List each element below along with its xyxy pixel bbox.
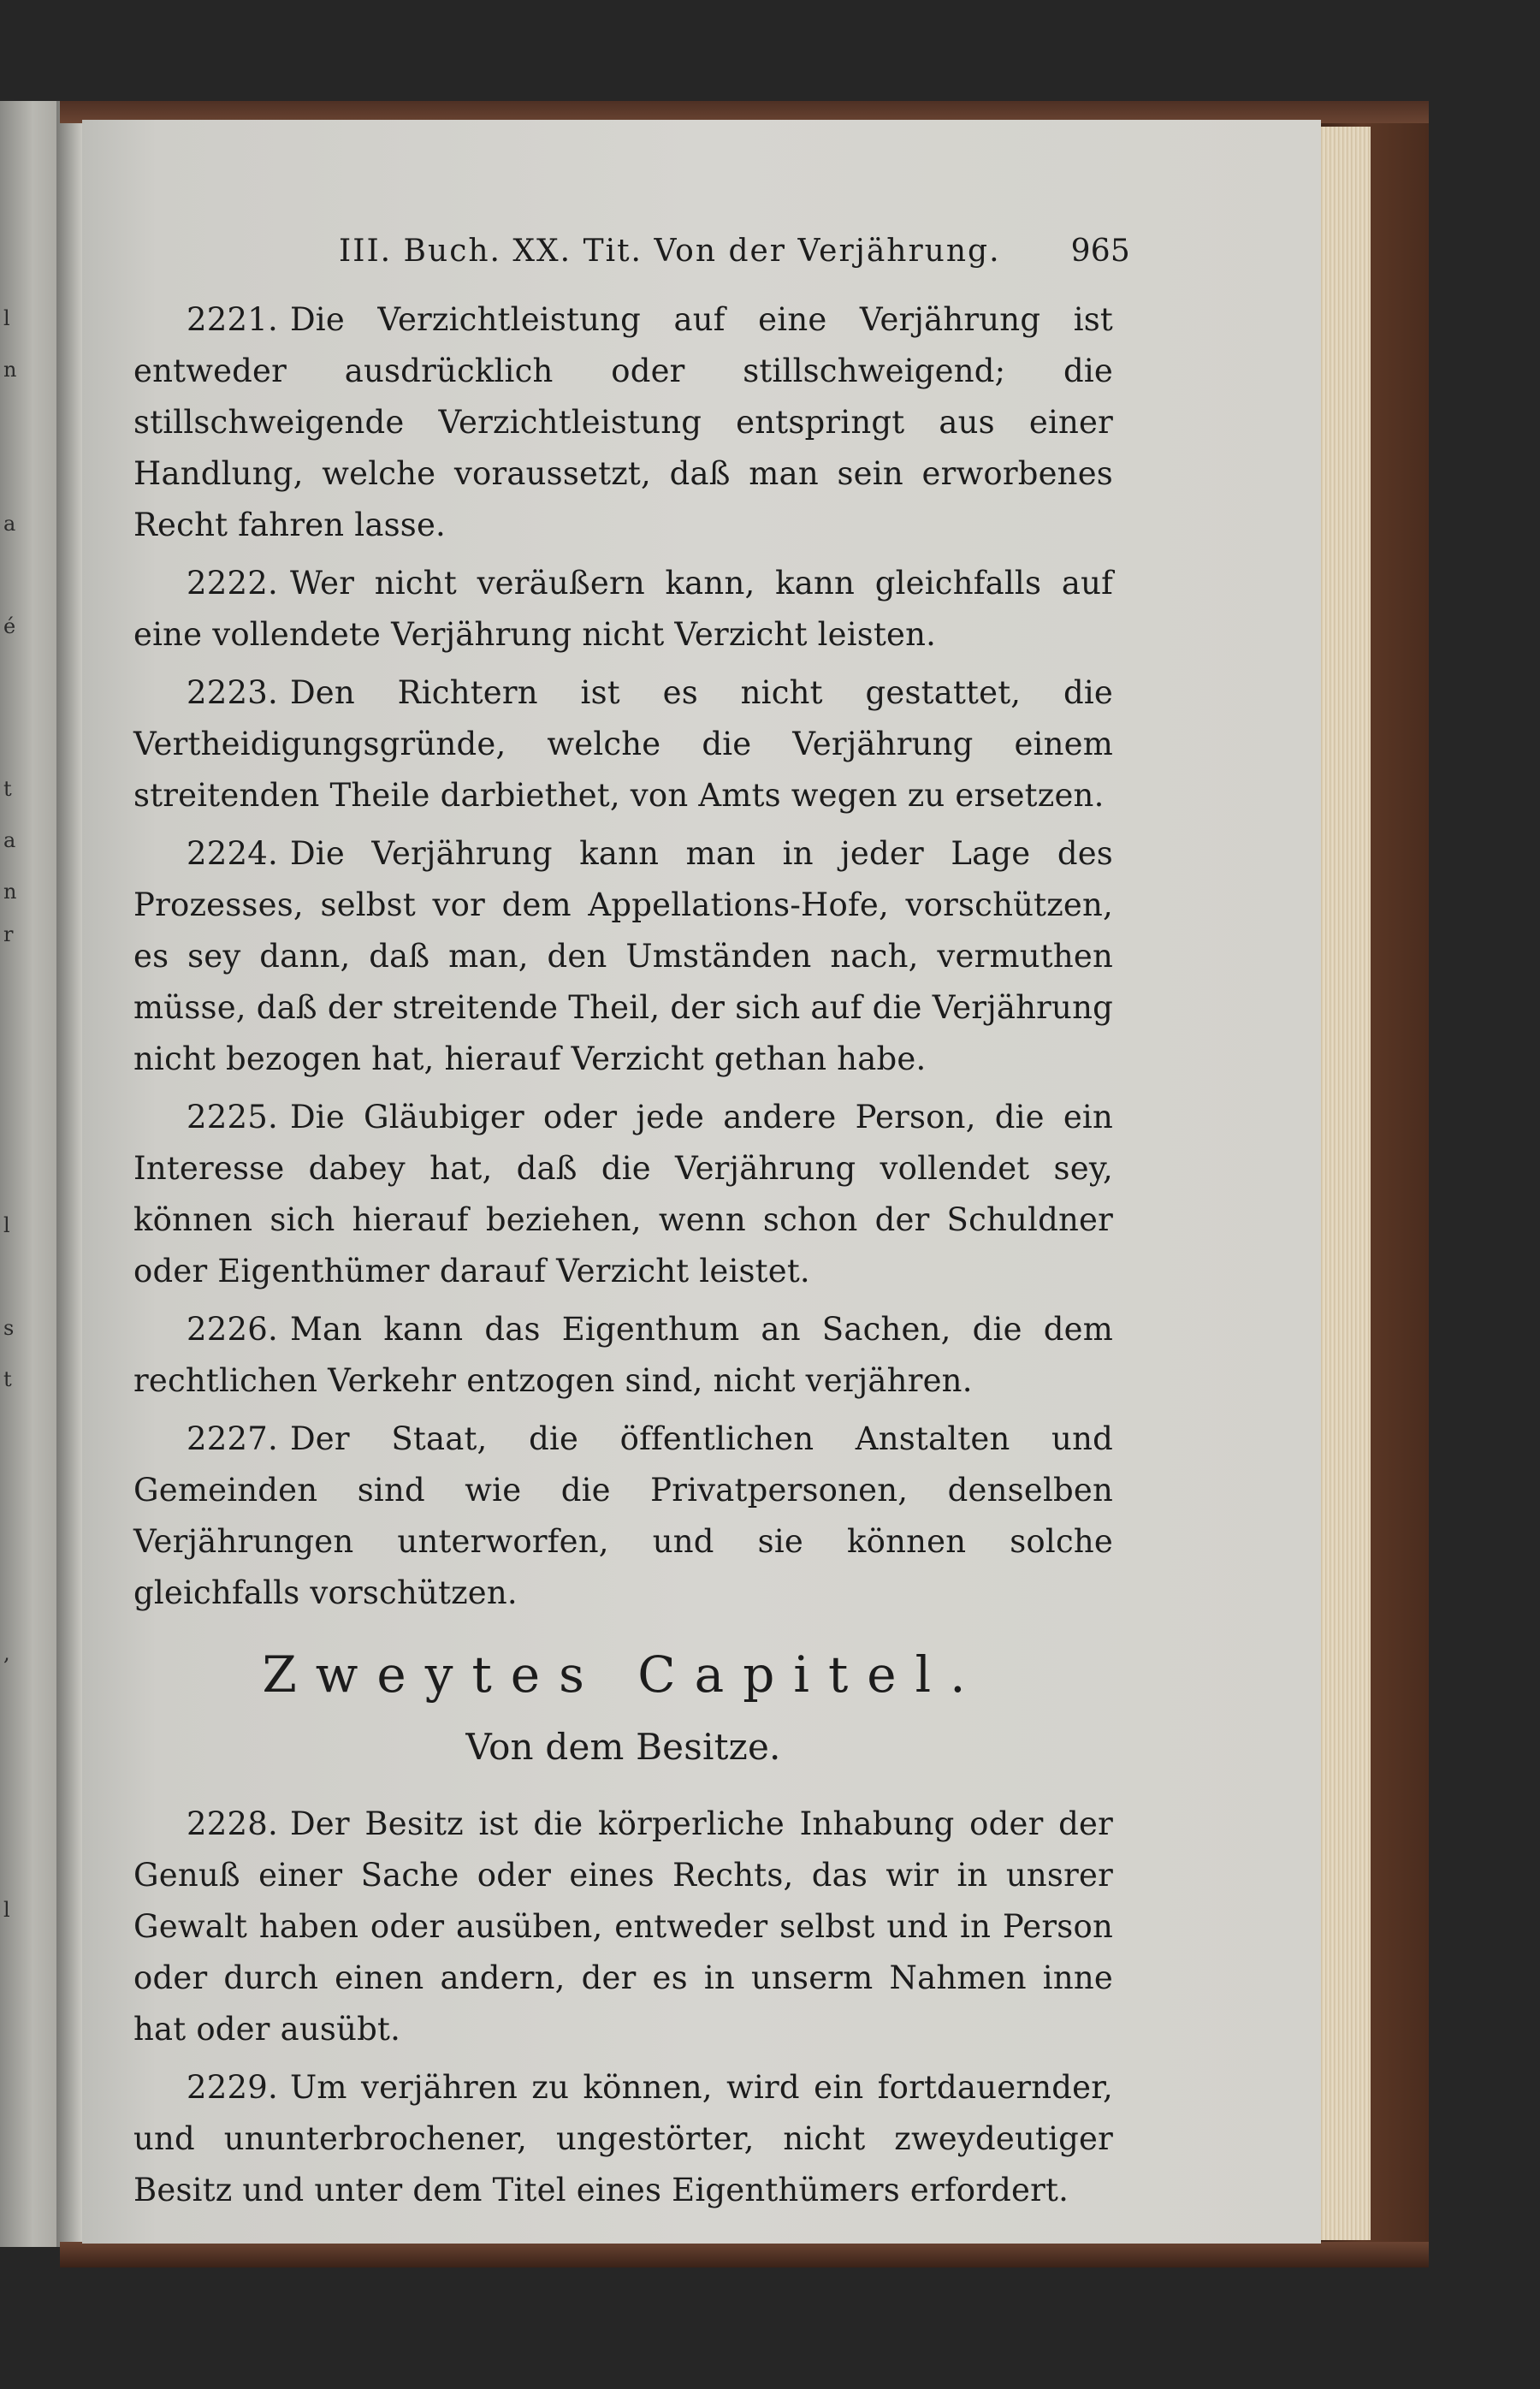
article-text: Um verjähren zu können, wird ein fortdauernder, und ununterbrochener, ungestörter, nicht zweydeutiger Besitz und unter dem Titel eines Eigenthümers erfordert. (133, 2069, 1113, 2208)
article-paragraph (133, 294, 1113, 551)
article-paragraph (133, 1414, 1113, 1619)
article-paragraph (133, 1799, 1113, 2055)
left-letter: é (3, 614, 16, 638)
article-number: 2224. (187, 835, 278, 872)
article-number: 2228. (187, 1805, 278, 1842)
left-letter: a (3, 512, 16, 536)
article-number: 2226. (187, 1311, 278, 1348)
left-letter: l (3, 306, 10, 330)
article-text: Die Verzichtleistung auf eine Verjährung ist entweder ausdrücklich oder stillschweigend; die stillschweigende Verzichtleistung entspringt aus einer Handlung, welche voraussetzt, daß man sein erworbenes Recht fahren lasse. (133, 301, 1113, 543)
article-paragraph (133, 828, 1113, 1085)
article-paragraph (133, 2062, 1113, 2216)
article-number: 2222. (187, 565, 278, 602)
left-letter: n (3, 880, 17, 904)
left-letter: t (3, 1367, 12, 1391)
article-number: 2229. (187, 2069, 278, 2106)
book-gutter (56, 101, 82, 2247)
article-number: 2221. (187, 301, 278, 338)
article-paragraph (133, 1304, 1113, 1407)
article-number: 2227. (187, 1420, 278, 1457)
article-text: Der Staat, die öffentlichen Anstalten und Gemeinden sind wie die Privatpersonen, denselben Verjährungen unterworfen, und sie können solche gleichfalls vorschützen. (133, 1420, 1113, 1611)
article-text: Den Richtern ist es nicht gestattet, die Vertheidigungsgründe, welche die Verjährung einem streitenden Theile darbiethet, von Amts wegen zu ersetzen. (133, 674, 1113, 814)
left-letter: s (3, 1316, 15, 1340)
running-header (133, 226, 1130, 294)
article-text: Der Besitz ist die körperliche Inhabung oder der Genuß einer Sache oder eines Rechts, das wir in unsrer Gewalt haben oder ausüben, entweder selbst und in Person oder durch einen andern, der es in unserm Nahmen inne hat oder ausübt. (133, 1805, 1113, 2048)
left-letter: a (3, 828, 16, 852)
book-page (82, 120, 1321, 2244)
article-text: Man kann das Eigenthum an Sachen, die dem rechtlichen Verkehr entzogen sind, nicht verjähren. (133, 1311, 1113, 1399)
left-page-letters (3, 101, 29, 2247)
running-title: III. Buch. XX. Tit. Von der Verjährung. (339, 234, 1001, 269)
article-number: 2223. (187, 674, 278, 711)
left-letter: l (3, 1213, 10, 1237)
page-text (133, 226, 1130, 2223)
article-text: Wer nicht veräußern kann, kann gleichfalls auf eine vollendete Verjährung nicht Verzicht leisten. (133, 565, 1113, 653)
chapter-title: Zweytes Capitel. (262, 1645, 985, 1704)
left-letter: t (3, 777, 12, 801)
book-cover-bottom (60, 2242, 1429, 2267)
left-letter: , (3, 1641, 10, 1665)
article-number: 2225. (187, 1099, 278, 1135)
page-number: 965 (1070, 234, 1130, 269)
article-text: Die Gläubiger oder jede andere Person, die ein Interesse dabey hat, daß die Verjährung vollendet sey, können sich hierauf beziehen, wenn schon der Schuldner oder Eigenthümer darauf Verzicht leistet. (133, 1099, 1113, 1289)
article-paragraph (133, 667, 1113, 821)
page-block-edges (1318, 127, 1371, 2240)
article-paragraph (133, 558, 1113, 661)
article-paragraph (133, 1092, 1113, 1297)
left-letter: r (3, 922, 14, 946)
chapter-subtitle: Von dem Besitze. (465, 1726, 781, 1768)
article-text: Die Verjährung kann man in jeder Lage des Prozesses, selbst vor dem Appellations-Hofe, vorschützen, es sey dann, daß man, den Umständen nach, vermuthen müsse, daß der streitende Theil, der sich auf die Verjährung nicht bezogen hat, hierauf Verzicht gethan habe. (133, 835, 1113, 1077)
left-letter: l (3, 1898, 10, 1922)
left-letter: n (3, 358, 17, 382)
